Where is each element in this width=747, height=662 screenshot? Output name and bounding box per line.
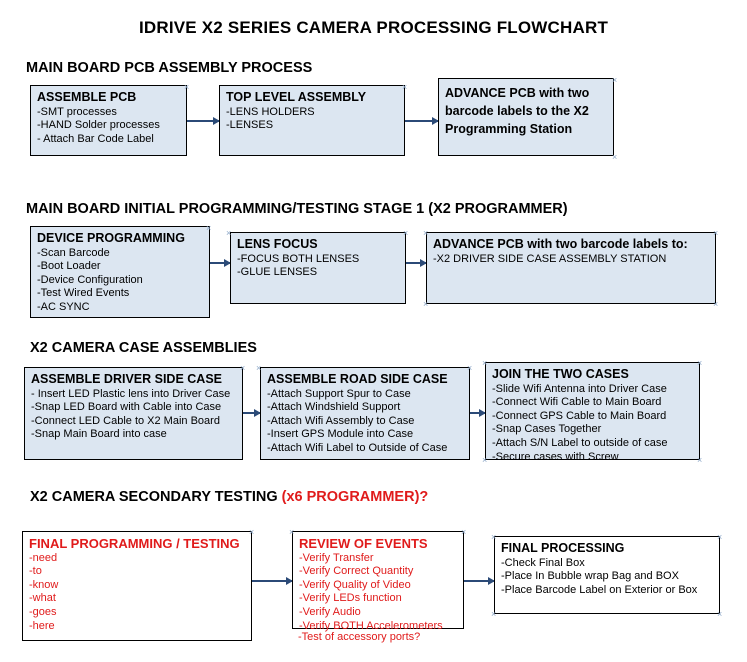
list-item: -Snap LED Board with Cable into Case xyxy=(31,401,222,414)
list-item: -what xyxy=(29,592,56,605)
list-item: -Verify Audio xyxy=(299,605,361,618)
list-item: -Verify LEDs function xyxy=(299,592,402,605)
connector-x-marker: × xyxy=(249,527,255,537)
flow-arrow xyxy=(464,580,494,582)
connector-x-marker: × xyxy=(256,363,262,373)
process-box-assemble-pcb xyxy=(30,82,190,156)
box-items xyxy=(492,383,693,465)
connector-x-marker: × xyxy=(717,609,723,619)
process-box-lens-focus xyxy=(230,232,406,304)
list-item: -Check Final Box xyxy=(501,556,585,569)
connector-x-marker: × xyxy=(697,358,703,368)
flow-arrow xyxy=(405,120,438,122)
box-title: DEVICE PROGRAMMING xyxy=(37,231,185,245)
box-items xyxy=(267,388,463,456)
box-title: JOIN THE TWO CASES xyxy=(492,367,629,381)
flow-arrow xyxy=(243,412,260,414)
box-items xyxy=(37,247,203,315)
connector-x-marker: × xyxy=(402,82,408,92)
list-item: -need xyxy=(29,551,58,564)
flow-arrow xyxy=(210,262,230,264)
process-box-join-the-two-cases xyxy=(485,362,700,463)
flow-arrow xyxy=(187,120,219,122)
list-item: -know xyxy=(29,578,59,591)
connector-x-marker: × xyxy=(184,82,190,92)
process-box-final-programming-testing xyxy=(22,531,252,641)
list-item: -Boot Loader xyxy=(37,260,101,273)
connector-x-marker: × xyxy=(491,609,497,619)
list-item: -Scan Barcode xyxy=(37,246,110,259)
connector-x-marker: × xyxy=(226,228,232,238)
connector-x-marker: × xyxy=(713,299,719,309)
list-item: -Verify Quality of Video xyxy=(299,578,411,591)
list-item: -HAND Solder processes xyxy=(37,119,160,132)
list-item: -Attach S/N Label to outside of case xyxy=(492,436,668,449)
list-item: -Attach Support Spur to Case xyxy=(267,387,411,400)
list-item: -Attach Windshield Support xyxy=(267,401,401,414)
connector-x-marker: × xyxy=(491,532,497,542)
connector-x-marker: × xyxy=(482,455,488,465)
list-item: -Device Configuration xyxy=(37,273,143,286)
list-item: -Test Wired Events xyxy=(37,287,130,300)
section-heading-2: MAIN BOARD INITIAL PROGRAMMING/TESTING STAGE 1 (X2 PROGRAMMER) xyxy=(26,201,568,217)
box-items xyxy=(299,552,457,634)
process-box-advance-pcb-programming-station xyxy=(438,78,614,156)
box-title: TOP LEVEL ASSEMBLY xyxy=(226,90,367,104)
section-heading-1: MAIN BOARD PCB ASSEMBLY PROCESS xyxy=(26,60,313,76)
process-box-device-programming xyxy=(30,223,212,318)
list-item: -FOCUS BOTH LENSES xyxy=(237,252,360,265)
connector-x-marker: × xyxy=(403,228,409,238)
connector-x-marker: × xyxy=(240,363,246,373)
section-heading-3: X2 CAMERA CASE ASSEMBLIES xyxy=(30,340,257,356)
box-items xyxy=(501,557,713,598)
list-item: -Attach Wifi Assembly to Case xyxy=(267,414,415,427)
list-item: -Snap Cases Together xyxy=(492,423,602,436)
list-item: -LENS HOLDERS xyxy=(226,105,315,118)
list-item: -Slide Wifi Antenna into Driver Case xyxy=(492,382,667,395)
process-box-final-processing xyxy=(494,536,720,614)
box-title: LENS FOCUS xyxy=(237,237,318,251)
box-items xyxy=(226,106,398,133)
flow-arrow xyxy=(406,262,426,264)
list-item: -Verify BOTH Accelerometers xyxy=(299,619,443,632)
connector-x-marker: × xyxy=(206,223,212,233)
process-box-advance-pcb-driver-side xyxy=(426,232,716,304)
box-items xyxy=(433,253,709,267)
box-title: ADVANCE PCB with two barcode labels to: xyxy=(433,237,688,251)
connector-x-marker: × xyxy=(423,299,429,309)
list-item: - Insert LED Plastic lens into Driver Case xyxy=(31,387,231,400)
connector-x-marker: × xyxy=(717,532,723,542)
list-item: -GLUE LENSES xyxy=(237,266,318,279)
list-item: -AC SYNC xyxy=(37,300,90,313)
list-item: -Connect LED Cable to X2 Main Board xyxy=(31,414,220,427)
list-item: -Insert GPS Module into Case xyxy=(267,428,414,441)
page-title: IDRIVE X2 SERIES CAMERA PROCESSING FLOWCHART xyxy=(138,18,609,37)
list-item: -Secure cases with Screw xyxy=(492,450,619,463)
list-item: -X2 DRIVER SIDE CASE ASSEMBLY STATION xyxy=(433,252,667,265)
list-item: -Verify Transfer xyxy=(299,551,374,564)
list-item: -to xyxy=(29,565,42,578)
connector-x-marker: × xyxy=(467,363,473,373)
list-item-overflow: -Test of accessory ports? xyxy=(298,631,421,643)
box-items xyxy=(237,253,399,280)
connector-x-marker: × xyxy=(461,527,467,537)
process-box-review-of-events xyxy=(292,531,464,632)
flow-arrow xyxy=(252,580,292,582)
box-title: ASSEMBLE ROAD SIDE CASE xyxy=(267,372,448,386)
list-item: - Attach Bar Code Label xyxy=(37,132,154,145)
box-title: ASSEMBLE DRIVER SIDE CASE xyxy=(31,372,223,386)
box-items xyxy=(31,388,236,442)
process-box-assemble-driver-side-case xyxy=(24,367,243,460)
box-title: FINAL PROCESSING xyxy=(501,541,625,555)
section-heading-4 xyxy=(30,489,428,505)
list-item: -Snap Main Board into case xyxy=(31,428,167,441)
box-title: FINAL PROGRAMMING / TESTING xyxy=(29,536,240,551)
box-title: REVIEW OF EVENTS xyxy=(299,536,428,551)
box-title: ASSEMBLE PCB xyxy=(37,90,137,104)
box-items xyxy=(29,552,245,634)
list-item: -LENSES xyxy=(226,119,274,132)
list-item: -Place Barcode Label on Exterior or Box xyxy=(501,583,698,596)
connector-x-marker: × xyxy=(612,75,618,85)
connector-x-marker: × xyxy=(612,152,618,162)
list-item: -SMT processes xyxy=(37,105,117,118)
process-box-top-level-assembly xyxy=(219,82,408,156)
box-items xyxy=(37,106,180,147)
list-item: -Place In Bubble wrap Bag and BOX xyxy=(501,570,679,583)
section-heading-4-note: (x6 PROGRAMMER)? xyxy=(281,489,429,505)
connector-x-marker: × xyxy=(289,527,295,537)
section-heading-4-text: X2 CAMERA SECONDARY TESTING xyxy=(30,489,278,505)
connector-x-marker: × xyxy=(697,455,703,465)
connector-x-marker: × xyxy=(482,358,488,368)
list-item: -goes xyxy=(29,605,57,618)
list-item: -Connect Wifi Cable to Main Board xyxy=(492,396,662,409)
list-item: -Verify Correct Quantity xyxy=(299,565,414,578)
connector-x-marker: × xyxy=(713,228,719,238)
process-box-assemble-road-side-case xyxy=(260,367,470,460)
flow-arrow xyxy=(470,412,485,414)
box-title: ADVANCE PCB with two barcode labels to the X2 Programming Station xyxy=(445,86,590,136)
list-item: -Attach Wifi Label to Outside of Case xyxy=(267,441,448,454)
connector-x-marker: × xyxy=(423,228,429,238)
list-item: -Connect GPS Cable to Main Board xyxy=(492,409,667,422)
list-item: -here xyxy=(29,619,55,632)
